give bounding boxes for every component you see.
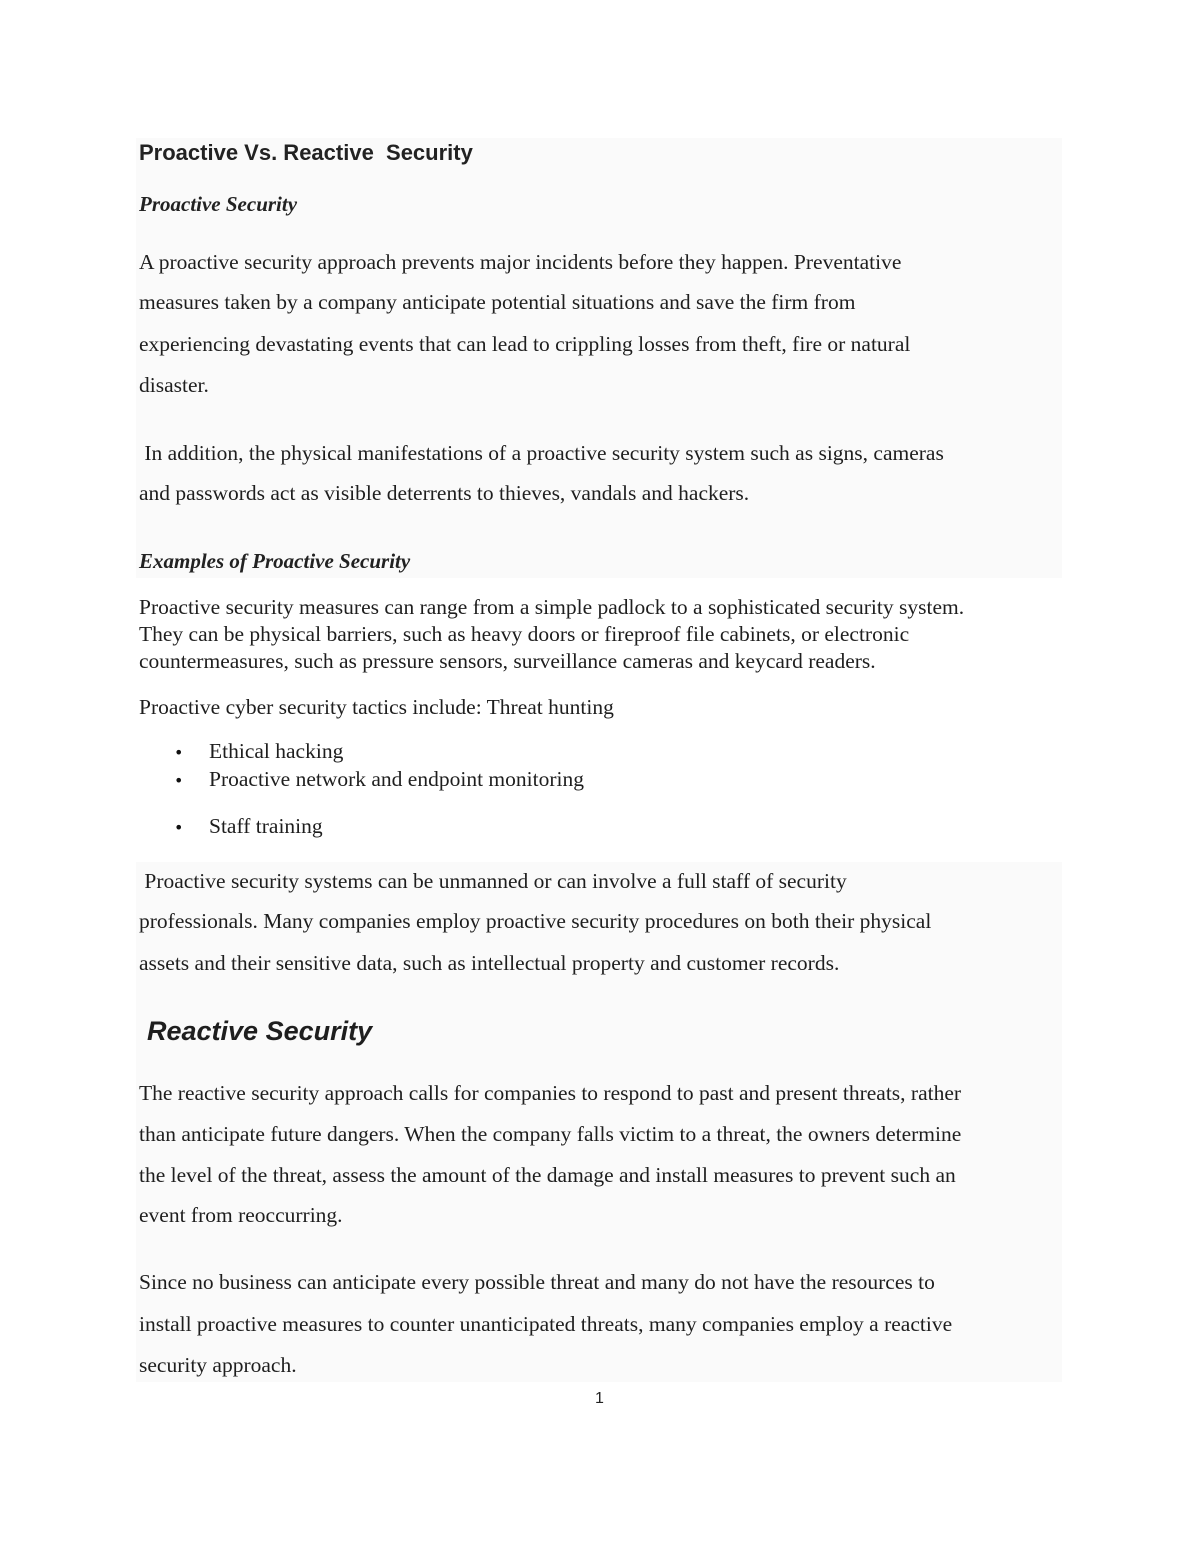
examples-para2-line2: professionals. Many companies employ proactive security procedures on both their physical: [139, 909, 932, 933]
document-title: Proactive Vs. Reactive Security: [139, 140, 473, 165]
reactive-para1-line3: the level of the threat, assess the amount of the damage and install measures to prevent such an: [139, 1163, 956, 1187]
examples-para1-line1: Proactive security measures can range from a simple padlock to a sophisticated security system.: [139, 595, 965, 619]
reactive-security-heading: Reactive Security: [147, 1016, 373, 1046]
reactive-para1-line1: The reactive security approach calls for companies to respond to past and present threats, rather: [139, 1081, 962, 1105]
reactive-para1-line4: event from reoccurring.: [139, 1203, 343, 1227]
bullet-glyph-2: •: [174, 771, 184, 790]
bullet-item-1: Ethical hacking: [209, 739, 344, 763]
reactive-para2-line3: security approach.: [139, 1353, 297, 1377]
examples-para1-line2: They can be physical barriers, such as heavy doors or fireproof file cabinets, or electronic: [139, 622, 910, 646]
proactive-para1-line4: disaster.: [139, 373, 209, 397]
proactive-para2-line1: In addition, the physical manifestations of a proactive security system such as signs, cameras: [139, 441, 944, 465]
bullet-glyph-3: •: [174, 818, 184, 837]
examples-para2-line3: assets and their sensitive data, such as intellectual property and customer records.: [139, 951, 840, 975]
examples-para2-line1: Proactive security systems can be unmanned or can involve a full staff of security: [139, 869, 847, 893]
bullet-glyph-1: •: [174, 743, 184, 762]
bullet-item-2: Proactive network and endpoint monitoring: [209, 767, 584, 791]
proactive-para2-line2: and passwords act as visible deterrents to thieves, vandals and hackers.: [139, 481, 750, 505]
reactive-para1-line2: than anticipate future dangers. When the company falls victim to a threat, the owners determine: [139, 1122, 962, 1146]
proactive-security-heading: Proactive Security: [139, 192, 298, 216]
examples-heading: Examples of Proactive Security: [139, 549, 411, 573]
proactive-para1-line2: measures taken by a company anticipate potential situations and save the firm from: [139, 290, 856, 314]
bullet-item-3: Staff training: [209, 814, 323, 838]
proactive-para1-line1: A proactive security approach prevents major incidents before they happen. Preventative: [139, 250, 902, 274]
reactive-para2-line2: install proactive measures to counter unanticipated threats, many companies employ a reactive: [139, 1312, 953, 1336]
tactics-intro: Proactive cyber security tactics include: Threat hunting: [139, 695, 614, 719]
examples-para1-line3: countermeasures, such as pressure sensors, surveillance cameras and keycard readers.: [139, 649, 876, 673]
proactive-para1-line3: experiencing devastating events that can lead to crippling losses from theft, fire or natural: [139, 332, 911, 356]
page-number: 1: [595, 1390, 604, 1407]
reactive-para2-line1: Since no business can anticipate every possible threat and many do not have the resources to: [139, 1270, 935, 1294]
